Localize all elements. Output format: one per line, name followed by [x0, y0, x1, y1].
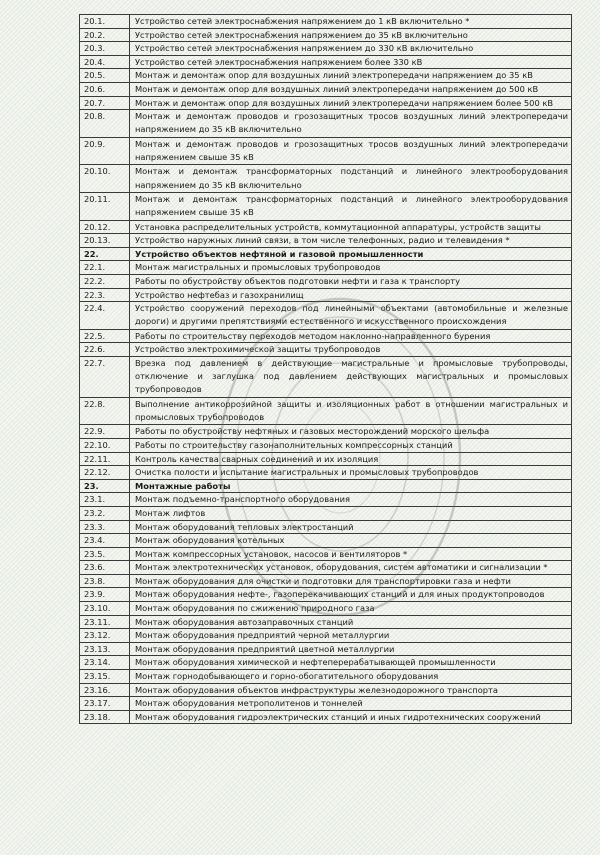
row-number: 20.8. — [80, 110, 130, 138]
table-row — [80, 438, 572, 452]
row-number: 22.9. — [80, 425, 130, 439]
row-description: Монтаж горнодобывающего и горно-обогатительного оборудования — [130, 670, 572, 684]
row-description: Устройство нефтебаз и газохранилищ — [130, 288, 572, 302]
table-row — [80, 710, 572, 724]
row-number: 22.5. — [80, 329, 130, 343]
row-description: Выполнение антикоррозийной защиты и изоляционных работ в отношении магистральных и промысловых трубопроводов — [130, 397, 572, 425]
row-description: Монтаж оборудования автозаправочных станций — [130, 615, 572, 629]
row-description: Монтаж оборудования для очистки и подготовки для транспортировки газа и нефти — [130, 574, 572, 588]
row-description: Монтаж и демонтаж опор для воздушных линий электропередачи напряжением до 35 кВ — [130, 69, 572, 83]
row-description: Монтаж оборудования котельных — [130, 534, 572, 548]
row-number: 20.3. — [80, 42, 130, 56]
row-description: Работы по строительству газонаполнительных компрессорных станций — [130, 438, 572, 452]
table-row — [80, 588, 572, 602]
table-row — [80, 670, 572, 684]
row-description: Монтажные работы — [130, 479, 572, 493]
row-number: 23.6. — [80, 561, 130, 575]
row-number: 20.13. — [80, 234, 130, 248]
row-number: 20.6. — [80, 82, 130, 96]
row-number: 20.4. — [80, 55, 130, 69]
table-row — [80, 547, 572, 561]
table-row — [80, 55, 572, 69]
row-number: 23.5. — [80, 547, 130, 561]
row-description: Монтаж оборудования по сжижению природного газа — [130, 602, 572, 616]
row-description: Монтаж электротехнических установок, оборудования, систем автоматики и сигнализации * — [130, 561, 572, 575]
row-description: Монтаж оборудования гидроэлектрических станций и иных гидротехнических сооружений — [130, 710, 572, 724]
section-row — [80, 479, 572, 493]
table-row — [80, 69, 572, 83]
row-description: Монтаж и демонтаж проводов и грозозащитных тросов воздушных линий электропередачи напряжением свыше 35 кВ — [130, 137, 572, 165]
work-types-table-body — [80, 15, 572, 724]
row-number: 22.11. — [80, 452, 130, 466]
work-types-table — [79, 14, 572, 724]
row-description: Монтаж и демонтаж проводов и грозозащитных тросов воздушных линий электропередачи напряжением до 35 кВ включительно — [130, 110, 572, 138]
row-number: 20.7. — [80, 96, 130, 110]
row-number: 23.14. — [80, 656, 130, 670]
row-description: Устройство сетей электроснабжения напряжением до 1 кВ включительно * — [130, 15, 572, 29]
row-number: 23.16. — [80, 683, 130, 697]
row-number: 20.2. — [80, 28, 130, 42]
table-row — [80, 42, 572, 56]
row-description: Монтаж оборудования предприятий черной металлургии — [130, 629, 572, 643]
row-number: 23.2. — [80, 506, 130, 520]
row-description: Монтаж компрессорных установок, насосов и вентиляторов * — [130, 547, 572, 561]
section-row — [80, 247, 572, 261]
row-number: 23.15. — [80, 670, 130, 684]
row-number: 23.18. — [80, 710, 130, 724]
table-row — [80, 642, 572, 656]
row-number: 23.4. — [80, 534, 130, 548]
row-number: 22.1. — [80, 261, 130, 275]
table-row — [80, 615, 572, 629]
row-description: Монтаж оборудования метрополитенов и тоннелей — [130, 697, 572, 711]
row-description: Устройство объектов нефтяной и газовой промышленности — [130, 247, 572, 261]
table-row — [80, 683, 572, 697]
row-description: Работы по строительству переходов методом наклонно-направленного бурения — [130, 329, 572, 343]
row-description: Монтаж оборудования химической и нефтеперерабатывающей промышленности — [130, 656, 572, 670]
row-description: Монтаж подъемно-транспортного оборудования — [130, 493, 572, 507]
table-row — [80, 466, 572, 480]
row-description: Контроль качества сварных соединений и их изоляция — [130, 452, 572, 466]
row-number: 20.9. — [80, 137, 130, 165]
row-number: 23.3. — [80, 520, 130, 534]
row-description: Монтаж лифтов — [130, 506, 572, 520]
row-number: 22. — [80, 247, 130, 261]
table-row — [80, 234, 572, 248]
row-description: Монтаж и демонтаж опор для воздушных линий электропередачи напряжением до 500 кВ — [130, 82, 572, 96]
row-description: Устройство сетей электроснабжения напряжением более 330 кВ — [130, 55, 572, 69]
table-row — [80, 15, 572, 29]
table-row — [80, 96, 572, 110]
table-row — [80, 561, 572, 575]
row-number: 22.10. — [80, 438, 130, 452]
row-number: 20.11. — [80, 192, 130, 220]
row-description: Очистка полости и испытание магистральных и промысловых трубопроводов — [130, 466, 572, 480]
row-number: 22.2. — [80, 274, 130, 288]
table-row — [80, 192, 572, 220]
table-row — [80, 302, 572, 330]
row-number: 23.11. — [80, 615, 130, 629]
row-description: Устройство сетей электроснабжения напряжением до 35 кВ включительно — [130, 28, 572, 42]
table-row — [80, 137, 572, 165]
row-description: Устройство сооружений переходов под линейными объектами (автомобильные и железные дороги) и другими препятствиями естественного и искусственного происхождения — [130, 302, 572, 330]
table-row — [80, 656, 572, 670]
table-row — [80, 697, 572, 711]
row-description: Монтаж оборудования предприятий цветной металлургии — [130, 642, 572, 656]
row-number: 23.12. — [80, 629, 130, 643]
row-number: 22.7. — [80, 356, 130, 397]
row-number: 22.3. — [80, 288, 130, 302]
row-number: 23.9. — [80, 588, 130, 602]
table-row — [80, 82, 572, 96]
row-description: Устройство электрохимической защиты трубопроводов — [130, 343, 572, 357]
row-number: 22.12. — [80, 466, 130, 480]
table-row — [80, 602, 572, 616]
table-row — [80, 493, 572, 507]
row-number: 22.6. — [80, 343, 130, 357]
row-description: Монтаж оборудования нефте-, газоперекачивающих станций и для иных продуктопроводов — [130, 588, 572, 602]
table-row — [80, 343, 572, 357]
row-number: 20.10. — [80, 165, 130, 193]
row-number: 20.5. — [80, 69, 130, 83]
row-description: Монтаж магистральных и промысловых трубопроводов — [130, 261, 572, 275]
row-description: Устройство наружных линий связи, в том числе телефонных, радио и телевидения * — [130, 234, 572, 248]
table-row — [80, 274, 572, 288]
row-number: 20.12. — [80, 220, 130, 234]
row-number: 23.17. — [80, 697, 130, 711]
row-description: Врезка под давлением в действующие магистральные и промысловые трубопроводы, отключение и заглушка под давлением действующих магистральных и промысловых трубопроводов — [130, 356, 572, 397]
table-row — [80, 452, 572, 466]
row-description: Работы по обустройству объектов подготовки нефти и газа к транспорту — [130, 274, 572, 288]
row-number: 23.13. — [80, 642, 130, 656]
table-row — [80, 425, 572, 439]
table-row — [80, 261, 572, 275]
table-row — [80, 506, 572, 520]
table-row — [80, 28, 572, 42]
row-description: Монтаж оборудования объектов инфраструктуры железнодорожного транспорта — [130, 683, 572, 697]
row-number: 23.8. — [80, 574, 130, 588]
table-row — [80, 534, 572, 548]
table-row — [80, 397, 572, 425]
table-row — [80, 288, 572, 302]
row-description: Работы по обустройству нефтяных и газовых месторождений морского шельфа — [130, 425, 572, 439]
row-number: 23. — [80, 479, 130, 493]
table-row — [80, 520, 572, 534]
table-row — [80, 165, 572, 193]
row-description: Монтаж оборудования тепловых электростанций — [130, 520, 572, 534]
row-description: Установка распределительных устройств, коммутационной аппаратуры, устройств защиты — [130, 220, 572, 234]
work-types-document — [79, 14, 571, 724]
row-description: Монтаж и демонтаж трансформаторных подстанций и линейного электрооборудования напряжением до 35 кВ включительно — [130, 165, 572, 193]
row-number: 20.1. — [80, 15, 130, 29]
table-row — [80, 356, 572, 397]
row-number: 23.10. — [80, 602, 130, 616]
table-row — [80, 629, 572, 643]
row-number: 23.1. — [80, 493, 130, 507]
table-row — [80, 329, 572, 343]
table-row — [80, 220, 572, 234]
table-row — [80, 110, 572, 138]
row-description: Монтаж и демонтаж трансформаторных подстанций и линейного электрооборудования напряжением свыше 35 кВ — [130, 192, 572, 220]
table-row — [80, 574, 572, 588]
row-number: 22.4. — [80, 302, 130, 330]
row-description: Монтаж и демонтаж опор для воздушных линий электропередачи напряжением более 500 кВ — [130, 96, 572, 110]
row-number: 22.8. — [80, 397, 130, 425]
row-description: Устройство сетей электроснабжения напряжением до 330 кВ включительно — [130, 42, 572, 56]
